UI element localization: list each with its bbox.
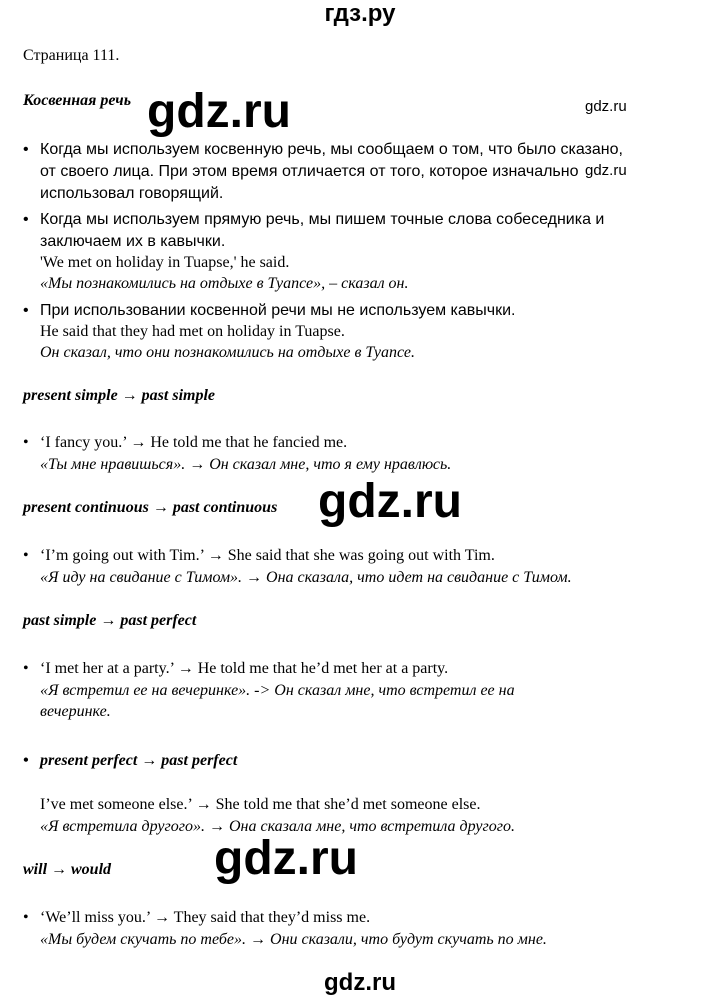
heading-indirect-speech: Косвенная речь	[23, 92, 132, 109]
bullet3-russian: Он сказал, что они познакомились на отдыхе в Туапсе.	[40, 344, 416, 361]
pst-english: ‘I met her at a party.’ → He told me that he’d met her at a party.	[40, 660, 449, 677]
watermark-top: gdz.ru	[147, 85, 291, 138]
bullet2-english: 'We met on holiday in Tuapse,' he said.	[40, 254, 290, 271]
bullet1-line2: от своего лица. При этом время отличается от того, которое изначально	[40, 163, 579, 180]
ps-russian: «Ты мне нравишься». → Он сказал мне, что я ему нравлюсь.	[40, 456, 452, 473]
heading-present-continuous: present continuous → past continuous	[23, 499, 278, 516]
bullet2-line1: Когда мы используем прямую речь, мы пишем точные слова собеседника и	[40, 211, 605, 228]
heading-present-perfect: present perfect → past perfect	[40, 752, 238, 769]
bullet-dot: •	[23, 909, 29, 926]
bullet2-russian: «Мы познакомились на отдыхе в Туапсе», – сказал он.	[40, 275, 409, 292]
page-number: Страница 111.	[23, 47, 120, 64]
bullet2-line2: заключаем их в кавычки.	[40, 233, 226, 250]
bullet3-english: He said that they had met on holiday in Tuapse.	[40, 323, 345, 340]
bullet3-line1: При использовании косвенной речи мы не используем кавычки.	[40, 302, 516, 319]
watermark-bottom: gdz.ru	[214, 832, 358, 885]
heading-will-would: will → would	[23, 861, 112, 878]
will-russian: «Мы будем скучать по тебе». → Они сказали, что будут скучать по мне.	[40, 931, 547, 948]
pp-english: I’ve met someone else.’ → She told me that she’d met someone else.	[40, 796, 481, 813]
bullet1-line1: Когда мы используем косвенную речь, мы сообщаем о том, что было сказано,	[40, 141, 623, 158]
bullet-dot: •	[23, 547, 29, 564]
heading-past-simple: past simple → past perfect	[23, 612, 197, 629]
watermark-middle: gdz.ru	[318, 475, 462, 528]
watermark-small-2: gdz.ru	[585, 162, 627, 179]
ps-english: ‘I fancy you.’ → He told me that he fancied me.	[40, 434, 348, 451]
bullet1-line3: использовал говорящий.	[40, 185, 224, 202]
bullet-dot: •	[23, 302, 29, 319]
heading-present-simple: present simple → past simple	[23, 387, 215, 404]
will-english: ‘We’ll miss you.’ → They said that they’d miss me.	[40, 909, 371, 926]
pp-russian: «Я встретила другого». → Она сказала мне, что встретила другого.	[40, 818, 515, 835]
bullet-dot: •	[23, 434, 29, 451]
pc-english: ‘I’m going out with Tim.’ → She said that she was going out with Tim.	[40, 547, 495, 564]
pst-russian-2: вечеринке.	[40, 703, 111, 720]
watermark-small-1: gdz.ru	[585, 98, 627, 115]
site-header-logo: гдз.ру	[324, 0, 396, 27]
bullet-dot: •	[23, 141, 29, 158]
pc-russian: «Я иду на свидание с Тимом». → Она сказала, что идет на свидание с Тимом.	[40, 569, 572, 586]
bullet-dot: •	[23, 660, 29, 677]
heading-bullet-dot: •	[23, 752, 29, 769]
bullet-dot: •	[23, 211, 29, 228]
pst-russian-1: «Я встретил ее на вечеринке». -> Он сказал мне, что встретил ее на	[40, 682, 515, 699]
footer-logo: gdz.ru	[324, 969, 396, 996]
